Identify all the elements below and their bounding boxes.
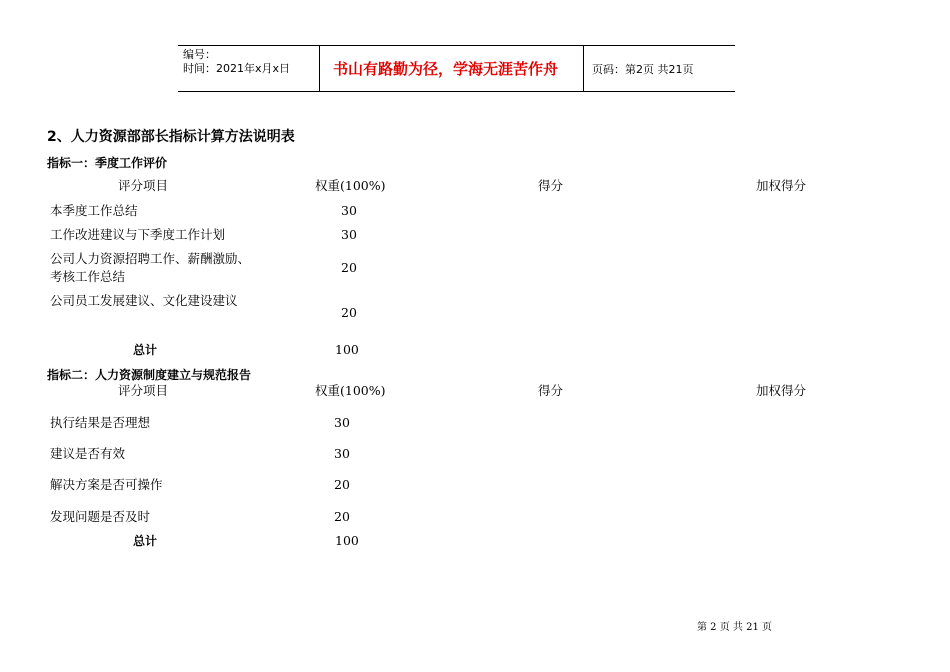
page-header <box>178 45 735 92</box>
table2-row-weight: 20 <box>334 477 350 492</box>
table2-col-weighted: 加权得分 <box>756 383 807 398</box>
table2-total-label: 总计 <box>133 534 158 548</box>
document-title: 2、人力资源部部长指标计算方法说明表 <box>47 129 295 145</box>
table1-row-weight: 30 <box>341 203 357 218</box>
table1-col-weight: 权重(100%) <box>315 178 386 193</box>
motto: 书山有路勤为径，学海无涯苦作舟 <box>320 46 584 91</box>
table2-col-score: 得分 <box>538 383 564 398</box>
table1-col-score: 得分 <box>538 178 564 193</box>
table1-row-item: 本季度工作总结 <box>50 203 138 218</box>
table2-col-weight: 权重(100%) <box>315 383 386 398</box>
date-line: 时间：2021年x月x日 <box>183 62 291 75</box>
table2-row-weight: 20 <box>334 509 350 524</box>
table2-col-item: 评分项目 <box>118 383 169 398</box>
table1-row-weight: 30 <box>341 227 357 242</box>
page-info: 页码：第2页 共21页 <box>592 62 694 76</box>
table2-row-item: 解决方案是否可操作 <box>50 477 163 492</box>
table2-row-weight: 30 <box>334 446 350 461</box>
table1-total-label: 总计 <box>133 343 158 357</box>
header-meta <box>178 46 320 91</box>
table1-total-value: 100 <box>335 342 359 357</box>
table1-row-weight: 20 <box>341 260 357 275</box>
table2-row-weight: 30 <box>334 415 350 430</box>
number-label: 编号： <box>183 48 216 61</box>
page-footer: 第 2 页 共 21 页 <box>697 622 772 633</box>
table2-total-value: 100 <box>335 533 359 548</box>
table2-row-item: 建议是否有效 <box>50 446 126 461</box>
table1-heading: 指标一：季度工作评价 <box>47 156 168 170</box>
table2-row-item: 执行结果是否理想 <box>50 415 151 430</box>
table1-col-weighted: 加权得分 <box>756 178 807 193</box>
table1-row-item: 公司人力资源招聘工作、薪酬激励、考核工作总结 <box>50 251 251 284</box>
table2-row-item: 发现问题是否及时 <box>50 509 151 524</box>
table1-row-item: 工作改进建议与下季度工作计划 <box>50 227 226 242</box>
table1-row-item: 公司员工发展建议、文化建设建议 <box>50 293 238 308</box>
table1-row-weight: 20 <box>341 305 357 320</box>
table1-col-item: 评分项目 <box>118 178 169 193</box>
table2-heading: 指标二：人力资源制度建立与规范报告 <box>47 368 252 382</box>
